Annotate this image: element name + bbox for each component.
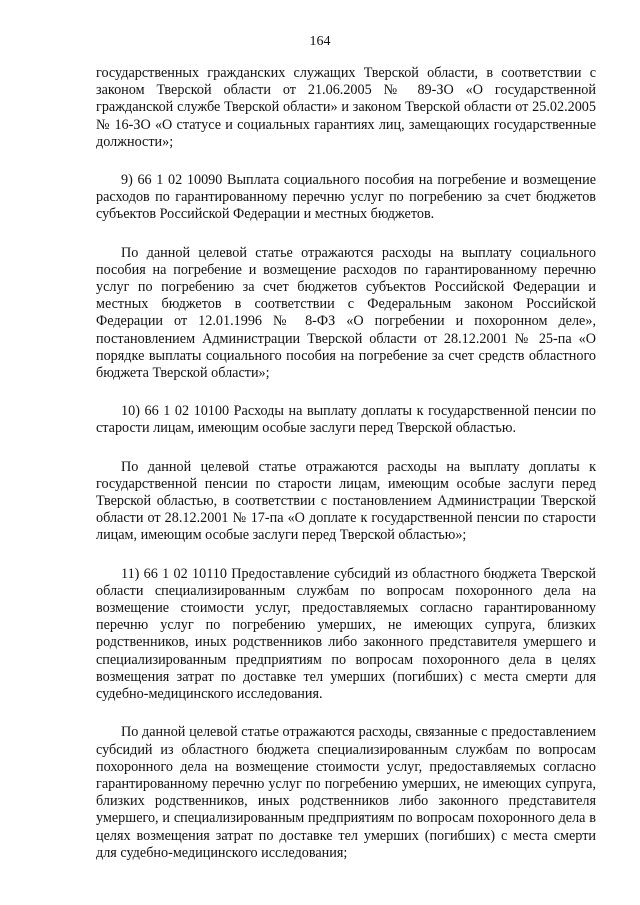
paragraph-intro: государственных гражданских служащих Тверской области, в соответствии с законом Тверской области от 21.06.2005 № 89-ЗО «О государственной гражданской службе Тверской области» и законом Тверской области от 25.02.2005 № 16-ЗО «О статусе и социальных гарантиях лиц, замещающих государственные должности»; [96, 65, 596, 150]
paragraph-item-9: 9) 66 1 02 10090 Выплата социального пособия на погребение и возмещение расходов по гарантированному перечню услуг по погребению за счет бюджетов субъектов Российской Федерации и местных бюджетов. [96, 172, 596, 223]
paragraph-item-11-description: По данной целевой статье отражаются расходы, связанные с предоставлением субсидий из областного бюджета специализированным службам по вопросам похоронного дела на возмещение стоимости услуг, предоставляемых согласно гарантированному перечню услуг по погребению умерших, не имеющих супруга, близких родственников, иных родственников либо законного представителя умершего, и специализированным предприятиям по вопросам похоронного дела в целях возмещения затрат по доставке тел умерших (погибших) с места смерти для судебно-медицинского исследования; [96, 724, 596, 861]
paragraph-item-11: 11) 66 1 02 10110 Предоставление субсидий из областного бюджета Тверской области специализированным службам по вопросам похоронного дела на возмещение стоимости услуг, предоставляемых согласно гарантированному перечню услуг по погребению умерших, не имеющих супруга, близких родственников, иных родственников либо законного представителя умершего и специализированным предприятиям по вопросам похоронного дела в целях возмещения затрат по доставке тел умерших (погибших) с места смерти для судебно-медицинского исследования. [96, 565, 596, 703]
page-number: 164 [309, 34, 331, 49]
document-body [96, 65, 596, 883]
paragraph-item-10: 10) 66 1 02 10100 Расходы на выплату доплаты к государственной пенсии по старости лицам, имеющим особые заслуги перед Тверской областью. [96, 403, 596, 437]
paragraph-item-9-description: По данной целевой статье отражаются расходы на выплату социального пособия на погребение и возмещение расходов по гарантированному перечню услуг по погребению за счет бюджетов субъектов Российской Федерации и местных бюджетов в соответствии с Федеральным законом Российской Федерации от 12.01.1996 № 8-ФЗ «О погребении и похоронном деле», постановлением Администрации Тверской области от 28.12.2001 № 25-па «О порядке выплаты социального пособия на погребение за счет средств областного бюджета Тверской области»; [96, 244, 596, 382]
paragraph-item-10-description: По данной целевой статье отражаются расходы на выплату доплаты к государственной пенсии по старости лицам, имеющим особые заслуги перед Тверской областью, в соответствии с постановлением Администрации Тверской области от 28.12.2001 № 17-па «О доплате к государственной пенсии по старости лицам, имеющим особые заслуги перед Тверской областью»; [96, 458, 596, 544]
